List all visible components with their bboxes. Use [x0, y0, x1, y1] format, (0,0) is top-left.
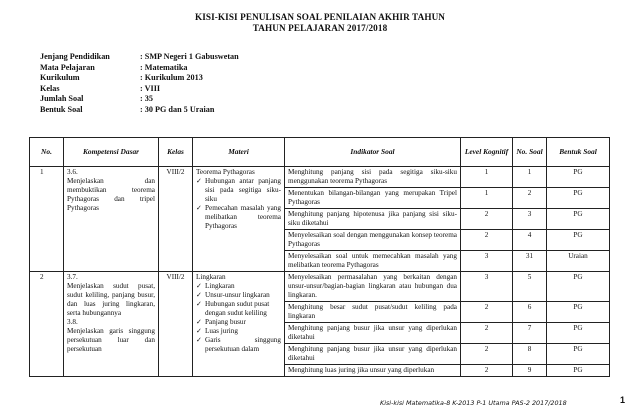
meta-value: : 30 PG dan 5 Uraian — [140, 104, 215, 114]
materi-item: ✓ Garis singgung persekutuan dalam — [196, 336, 281, 354]
meta-value: : 35 — [140, 94, 153, 104]
no-soal-cell: 1 — [513, 167, 547, 188]
bentuk-soal-cell: PG — [547, 323, 610, 344]
kd-text: Menjelaskan sudut pusat, sudut keliling, panjang busur, dan luas juring lingkaran, serta hubungannya — [67, 282, 155, 317]
level-cell: 1 — [461, 188, 513, 209]
materi-item: ✓ Hubungan sudut pusat dengan sudut keliling — [196, 300, 281, 318]
meta-value: : Kurikulum 2013 — [140, 73, 203, 83]
row-number: 2 — [30, 272, 64, 377]
materi-title: Teorema Pythagoras — [196, 168, 255, 176]
meta-row — [40, 105, 239, 116]
materi-title: Lingkaran — [196, 273, 226, 281]
bentuk-soal-cell: PG — [547, 188, 610, 209]
kompetensi-dasar-cell — [64, 272, 159, 377]
meta-key: Kelas — [40, 83, 60, 93]
kd-text: Menjelaskan garis singgung persekutuan luar dan persekutuan — [67, 327, 155, 353]
level-cell: 2 — [461, 344, 513, 365]
header-level-kognitif: Level Kognitif — [461, 138, 513, 167]
materi-item: ✓ Luas juring — [196, 327, 281, 336]
indikator-cell: Menyelesaikan permasalahan yang berkaitan dengan unsur-unsur/bagian-bagian lingkaran atau hubungan dua lingkaran. — [285, 272, 461, 302]
meta-key: Mata Pelajaran — [40, 62, 95, 72]
indikator-cell: Menghitung panjang sisi pada segitiga siku-siku menggunakan teorema Pythagoras — [285, 167, 461, 188]
table-header-row — [30, 138, 610, 167]
kd-text: Menjelaskan dan membuktikan teorema Pythagoras dan tripel Pythagoras — [67, 177, 155, 212]
header-no: No. — [30, 138, 64, 167]
indikator-cell: Menghitung panjang busur jika unsur yang diperlukan diketahui — [285, 344, 461, 365]
table-row — [30, 272, 610, 302]
indikator-cell: Menyelesaikan soal untuk memecahkan masalah yang melibatkan teorema Pythagoras — [285, 251, 461, 272]
no-soal-cell: 4 — [513, 230, 547, 251]
header-kompetensi-dasar: Kompetensi Dasar — [64, 138, 159, 167]
bentuk-soal-cell: PG — [547, 230, 610, 251]
table-row — [30, 167, 610, 188]
kd-code: 3.7. — [67, 273, 78, 281]
level-cell: 3 — [461, 272, 513, 302]
document-subtitle: TAHUN PELAJARAN 2017/2018 — [252, 23, 388, 33]
header-indikator-soal: Indikator Soal — [285, 138, 461, 167]
header-bentuk-soal: Bentuk Soal — [547, 138, 610, 167]
no-soal-cell: 7 — [513, 323, 547, 344]
materi-cell — [193, 272, 285, 377]
level-cell: 1 — [461, 167, 513, 188]
document-title: KISI-KISI PENULISAN SOAL PENILAIAN AKHIR TAHUN — [194, 12, 446, 22]
materi-item: ✓ Panjang busur — [196, 318, 281, 327]
level-cell: 2 — [461, 209, 513, 230]
indikator-cell: Menghitung luas juring jika unsur yang diperlukan — [285, 365, 461, 377]
level-cell: 2 — [461, 323, 513, 344]
meta-row — [40, 73, 239, 84]
bentuk-soal-cell: PG — [547, 272, 610, 302]
meta-value: : VIII — [140, 83, 161, 93]
materi-item: ✓ Hubungan antar panjang sisi pada segitiga siku-siku — [196, 177, 281, 204]
meta-key: Jumlah Soal — [40, 94, 84, 104]
indikator-cell: Menghitung panjang busur jika unsur yang diperlukan diketahui — [285, 323, 461, 344]
bentuk-soal-cell: Uraian — [547, 251, 610, 272]
kelas-cell: VIII/2 — [159, 272, 193, 377]
no-soal-cell: 5 — [513, 272, 547, 302]
meta-row — [40, 52, 239, 63]
no-soal-cell: 9 — [513, 365, 547, 377]
header-materi: Materi — [193, 138, 285, 167]
no-soal-cell: 8 — [513, 344, 547, 365]
no-soal-cell: 6 — [513, 302, 547, 323]
header-no-soal: No. Soal — [513, 138, 547, 167]
bentuk-soal-cell: PG — [547, 209, 610, 230]
bentuk-soal-cell: PG — [547, 167, 610, 188]
meta-key: Kurikulum — [40, 73, 80, 83]
meta-row — [40, 94, 239, 105]
kompetensi-dasar-cell — [64, 167, 159, 272]
document-meta — [40, 52, 239, 116]
level-cell: 2 — [461, 302, 513, 323]
kisi-kisi-table — [29, 137, 610, 377]
kd-code: 3.6. — [67, 168, 78, 176]
bentuk-soal-cell: PG — [547, 344, 610, 365]
page-number: 1 — [620, 395, 626, 405]
level-cell: 2 — [461, 365, 513, 377]
meta-row — [40, 63, 239, 74]
no-soal-cell: 2 — [513, 188, 547, 209]
materi-item: ✓ Pemecahan masalah yang melibatkan teorema Pythagoras — [196, 204, 281, 231]
materi-cell — [193, 167, 285, 272]
meta-row — [40, 84, 239, 95]
materi-item: ✓ Unsur-unsur lingkaran — [196, 291, 281, 300]
bentuk-soal-cell: PG — [547, 365, 610, 377]
level-cell: 2 — [461, 230, 513, 251]
meta-key: Jenjang Pendidikan — [40, 52, 110, 61]
kd-code: 3.8. — [67, 318, 78, 326]
materi-item: ✓ Lingkaran — [196, 282, 281, 291]
no-soal-cell: 31 — [513, 251, 547, 272]
meta-key: Bentuk Soal — [40, 104, 83, 114]
indikator-cell: Menghitung panjang hipotenusa jika panjang sisi siku-siku diketahui — [285, 209, 461, 230]
no-soal-cell: 3 — [513, 209, 547, 230]
bentuk-soal-cell: PG — [547, 302, 610, 323]
level-cell: 3 — [461, 251, 513, 272]
indikator-cell: Menentukan bilangan-bilangan yang merupakan Tripel Pythagoras — [285, 188, 461, 209]
kelas-cell: VIII/2 — [159, 167, 193, 272]
indikator-cell: Menyelesaikan soal dengan menggunakan konsep teorema Pythagoras — [285, 230, 461, 251]
indikator-cell: Menghitung besar sudut pusat/sudut keliling pada lingkaran — [285, 302, 461, 323]
page-footer: Kisi-kisi Matematika-8 K-2013 P-1 Utama PAS-2 2017/2018 — [380, 399, 567, 407]
meta-value: : Matematika — [140, 62, 188, 72]
row-number: 1 — [30, 167, 64, 272]
meta-value: : SMP Negeri 1 Gabuswetan — [140, 52, 239, 61]
header-kelas: Kelas — [159, 138, 193, 167]
